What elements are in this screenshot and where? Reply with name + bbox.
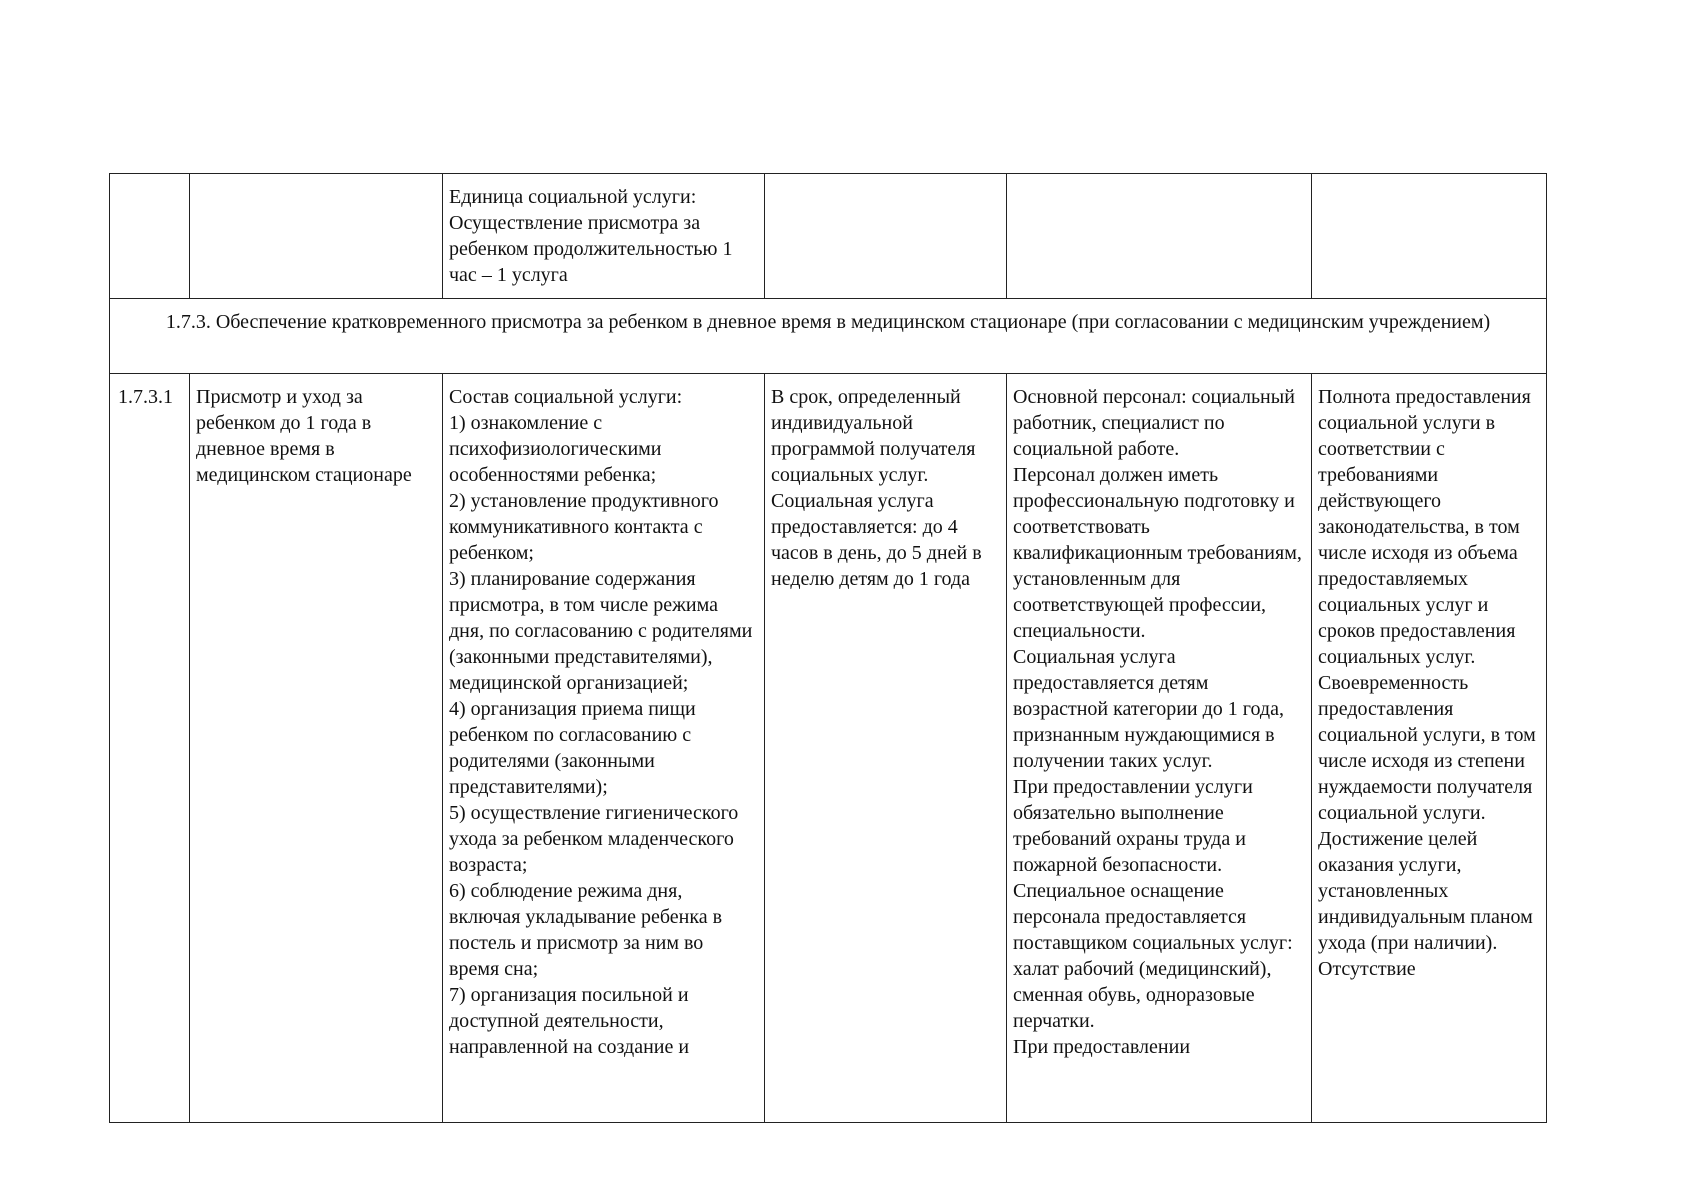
table-row-section xyxy=(110,299,1547,374)
table-row-service xyxy=(110,374,1547,1123)
cell-service-name xyxy=(190,174,443,299)
cell-service-conditions: Основной персонал: социальный работник, специалист по социальной работе. Персонал должен иметь профессиональную подготовку и соответствовать квалификационным требованиям, установленным для соответствующей профессии, специальности. Социальная услуга предоставляется детям возрастной категории до 1 года, признанным нуждающимися в получении таких услуг. При предоставлении услуги обязательно выполнение требований охраны труда и пожарной безопасности. Специальное оснащение персонала предоставляется поставщиком социальных услуг: халат рабочий (медицинский), сменная обувь, одноразовые перчатки. При предоставлении xyxy=(1007,374,1312,1123)
section-title: 1.7.3. Обеспечение кратковременного присмотра за ребенком в дневное время в медицинском стационаре (при согласовании с медицинским учреждением) xyxy=(110,299,1547,374)
cell-service-conditions xyxy=(1007,174,1312,299)
table-row-unit xyxy=(110,174,1547,299)
cell-number xyxy=(110,174,190,299)
cell-service-quality xyxy=(1312,174,1547,299)
cell-service-term xyxy=(765,174,1007,299)
cell-service-quality: Полнота предоставления социальной услуги в соответствии с требованиями действующего законодательства, в том числе исходя из объема предоставляемых социальных услуг и сроков предоставления социальных услуг. Своевременность предоставления социальной услуги, в том числе исходя из степени нуждаемости получателя социальной услуги. Достижение целей оказания услуги, установленных индивидуальным планом ухода (при наличии). Отсутствие xyxy=(1312,374,1547,1123)
cell-service-content: Состав социальной услуги: 1) ознакомление с психофизиологическими особенностями ребенка; 2) установление продуктивного коммуникативного контакта с ребенком; 3) планирование содержания присмотра, в том числе режима дня, по согласованию с родителями (законными представителями), медицинской организацией; 4) организация приема пищи ребенком по согласованию с родителями (законными представителями); 5) осуществление гигиенического ухода за ребенком младенческого возраста; 6) соблюдение режима дня, включая укладывание ребенка в постель и присмотр за ним во время сна; 7) организация посильной и доступной деятельности, направленной на создание и xyxy=(443,374,765,1123)
cell-service-content: Единица социальной услуги: Осуществление присмотра за ребенком продолжительностью 1 час – 1 услуга xyxy=(443,174,765,299)
cell-service-term: В срок, определенный индивидуальной программой получателя социальных услуг. Социальная услуга предоставляется: до 4 часов в день, до 5 дней в неделю детям до 1 года xyxy=(765,374,1007,1123)
cell-number: 1.7.3.1 xyxy=(110,374,190,1123)
cell-service-name: Присмотр и уход за ребенком до 1 года в дневное время в медицинском стационаре xyxy=(190,374,443,1123)
services-table xyxy=(109,173,1547,1123)
